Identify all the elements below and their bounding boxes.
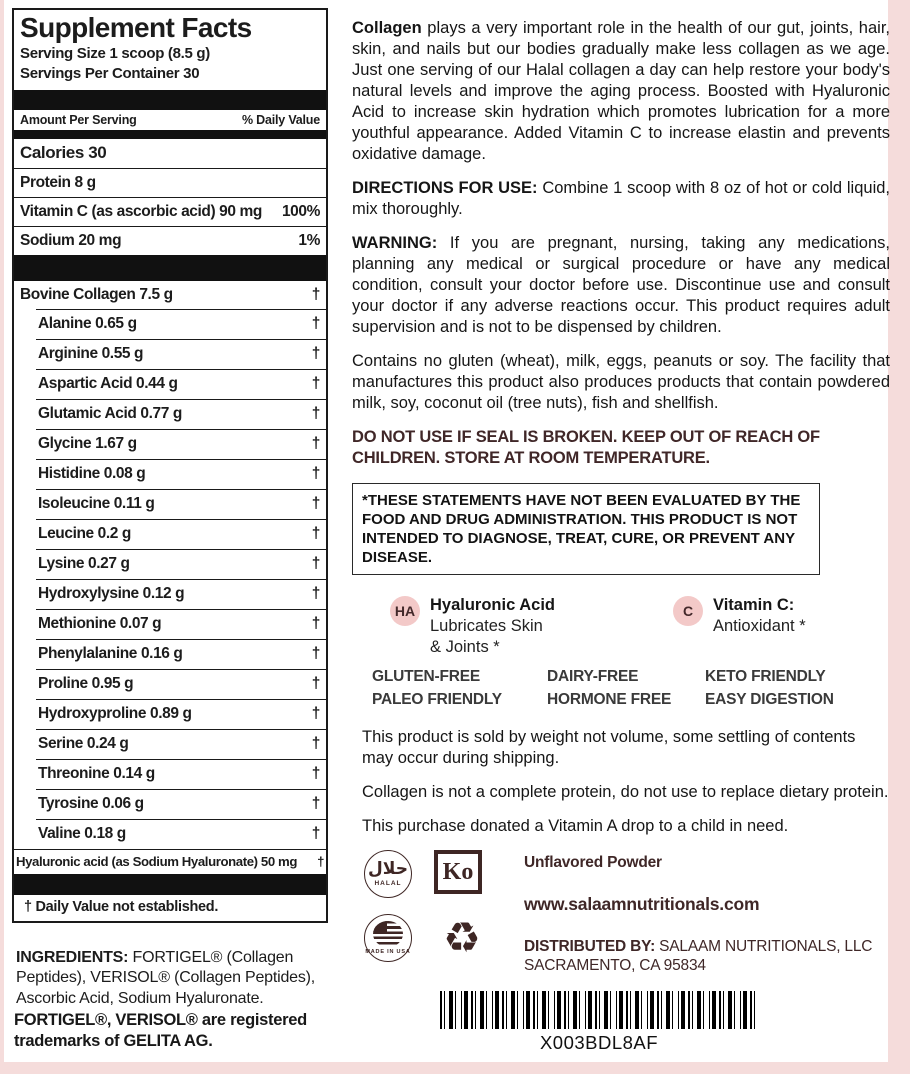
badge-text: [430, 595, 555, 658]
amino-label: Glycine 1.67 g: [38, 435, 137, 453]
distributor-label: DISTRIBUTED BY:: [524, 938, 656, 955]
usa-flag-icon: [373, 921, 403, 947]
warning-label: WARNING:: [352, 234, 438, 252]
dagger: †: [311, 555, 320, 573]
feature-claim: PALEO FRIENDLY: [372, 691, 502, 708]
fda-disclaimer-box: *THESE STATEMENTS HAVE NOT BEEN EVALUATED BY THE FOOD AND DRUG ADMINISTRATION. THIS PRODUCT IS NOT INTENDED TO DIAGNOSE, TREAT, CURE, OR PREVENT ANY DISEASE.: [352, 483, 820, 575]
serving-size: Serving Size 1 scoop (8.5 g): [20, 45, 210, 63]
amino-label: Isoleucine 0.11 g: [38, 495, 155, 513]
label-sheet: [4, 0, 888, 1062]
amino-row: [36, 669, 326, 699]
made-in-usa-icon: [364, 914, 412, 962]
nutrient-label: Vitamin C (as ascorbic acid) 90 mg: [20, 202, 262, 220]
amino-row: [36, 819, 326, 849]
ingredient-badges: [390, 595, 890, 658]
nutrient-label: Protein 8 g: [20, 173, 96, 191]
ha-badge-icon: HA: [390, 596, 420, 626]
badge-subtitle: & Joints *: [430, 638, 500, 656]
directions-label: DIRECTIONS FOR USE:: [352, 179, 538, 197]
divider-bar-thick: [14, 874, 326, 895]
halal-icon: [364, 850, 412, 898]
calories-row: [14, 139, 326, 168]
dagger: †: [311, 675, 320, 693]
feature-claim: DAIRY-FREE: [547, 668, 639, 685]
recycle-icon: ♻: [443, 913, 481, 962]
dagger: †: [311, 735, 320, 753]
amino-row: [36, 339, 326, 369]
amino-label: Proline 0.95 g: [38, 675, 134, 693]
amino-row: [36, 399, 326, 429]
amino-label: Serine 0.24 g: [38, 735, 129, 753]
amino-row: [36, 369, 326, 399]
amino-label: Aspartic Acid 0.44 g: [38, 375, 178, 393]
ingredients-paragraph: [16, 948, 350, 1009]
amino-row: [36, 519, 326, 549]
amino-label: Glutamic Acid 0.77 g: [38, 405, 182, 423]
dagger: †: [311, 345, 320, 363]
feature-claim: HORMONE FREE: [547, 691, 672, 708]
badge-hyaluronic-acid: [390, 595, 555, 658]
barcode: [440, 991, 758, 1029]
calories-label: Calories 30: [20, 143, 107, 163]
amino-row: [36, 309, 326, 339]
dagger: †: [311, 645, 320, 663]
facts-footnote: † Daily Value not established.: [24, 898, 219, 915]
barcode-block: [440, 991, 758, 1054]
badge-title: Vitamin C:: [713, 596, 795, 614]
feature-claim: GLUTEN-FREE: [372, 668, 481, 685]
kosher-icon: Ko: [434, 850, 482, 894]
nutrient-dv: 100%: [281, 202, 320, 220]
warning-text: If you are pregnant, nursing, taking any medications, planning any medical or surgical procedure or have any medical condition, consult your doctor before use. Discontinue use and consult your doctor if any adverse reactions occur. This product requires adult supervision and is not to be dispensed by children.: [352, 234, 890, 336]
amino-row: [36, 489, 326, 519]
product-form: Unflavored Powder: [524, 854, 662, 871]
nutrient-row: [14, 226, 326, 255]
marketing-column: [352, 18, 890, 1054]
ingredients-text: FORTIGEL® (Collagen Peptides), VERISOL® (Collagen Peptides), Ascorbic Acid, Sodium Hyaluronate.: [16, 949, 316, 1007]
dagger: †: [311, 375, 320, 393]
dagger: †: [311, 315, 320, 333]
directions-text: Combine 1 scoop with 8 oz of hot or cold liquid, mix thoroughly.: [352, 179, 890, 218]
certification-logos: [364, 850, 490, 975]
amino-row: [36, 459, 326, 489]
badge-title: Hyaluronic Acid: [430, 596, 555, 614]
dagger: †: [311, 435, 320, 453]
amino-label: Methionine 0.07 g: [38, 615, 162, 633]
ingredients-label: INGREDIENTS:: [16, 949, 129, 966]
intro-text: plays a very important role in the health of our gut, joints, hair, skin, and nails but our bodies gradually make less collagen as we age. Just one serving of our Halal collagen a day can help restore your body's natural levels and improve the aging process. Boosted with Hyaluronic Acid to increase skin hydration which promotes lubrication for a more youthful appearance. Added Vitamin C to increase elastin and prevents oxidative damage.: [352, 19, 890, 163]
nutrient-row: [14, 197, 326, 226]
divider-bar-medium: [14, 130, 326, 139]
dagger: †: [311, 585, 320, 603]
daily-value-header: % Daily Value: [242, 112, 320, 127]
amino-label: Histidine 0.08 g: [38, 465, 146, 483]
amino-label: Phenylalanine 0.16 g: [38, 645, 183, 663]
barcode-value: X003BDL8AF: [539, 1032, 659, 1053]
supplement-facts-panel: [12, 8, 328, 923]
halal-caption: HALAL: [374, 880, 402, 887]
badge-vitamin-c: [673, 595, 806, 658]
amino-row: [36, 789, 326, 819]
distributor-info: [524, 937, 896, 975]
website-url: www.salaamnutritionals.com: [524, 894, 760, 914]
badge-subtitle: Antioxidant *: [713, 617, 806, 635]
nutrient-dv: 1%: [298, 231, 320, 249]
servings-per-container: Servings Per Container 30: [20, 65, 200, 83]
amino-row: [36, 729, 326, 759]
amino-label: Hydroxyproline 0.89 g: [38, 705, 192, 723]
c-badge-icon: C: [673, 596, 703, 626]
feature-claim: KETO FRIENDLY: [705, 668, 826, 685]
badge-subtitle: Lubricates Skin: [430, 617, 543, 635]
seal-warning: DO NOT USE IF SEAL IS BROKEN. KEEP OUT OF REACH OF CHILDREN. STORE AT ROOM TEMPERATURE.: [352, 428, 820, 467]
nutrient-label: Sodium 20 mg: [20, 231, 122, 249]
protein-note: Collagen is not a complete protein, do not use to replace dietary protein.: [362, 783, 889, 801]
allergen-paragraph: Contains no gluten (wheat), milk, eggs, peanuts or soy. The facility that manufactures this product also produces products that contain powdered milk, soy, coconut oil (tree nuts), fish and shellfish.: [352, 352, 890, 412]
donation-note: This purchase donated a Vitamin A drop to a child in need.: [362, 817, 789, 835]
dagger: †: [311, 465, 320, 483]
amino-label: Threonine 0.14 g: [38, 765, 155, 783]
usa-caption: MADE IN USA: [365, 949, 411, 955]
amino-label: Leucine 0.2 g: [38, 525, 131, 543]
amount-per-serving-header: Amount Per Serving: [20, 112, 137, 127]
amino-row: [36, 549, 326, 579]
dagger: †: [317, 854, 324, 870]
dagger: †: [311, 285, 320, 303]
facts-header-row: [14, 110, 326, 130]
collagen-row: [14, 281, 326, 309]
amino-row: [36, 579, 326, 609]
divider-bar-thick: [14, 90, 326, 110]
feature-claims-grid: [372, 668, 890, 709]
settling-note: This product is sold by weight not volume, some settling of contents may occur during shipping.: [362, 728, 856, 767]
halal-arabic-text: حلال: [368, 859, 408, 879]
amino-row: [36, 759, 326, 789]
dagger: †: [311, 405, 320, 423]
dagger: †: [311, 825, 320, 843]
directions-paragraph: [352, 178, 890, 220]
amino-label: Tyrosine 0.06 g: [38, 795, 144, 813]
amino-label: Lysine 0.27 g: [38, 555, 130, 573]
amino-label: Valine 0.18 g: [38, 825, 126, 843]
hyaluronic-row: [14, 849, 326, 874]
dagger: †: [311, 615, 320, 633]
dagger: †: [311, 765, 320, 783]
dagger: †: [311, 795, 320, 813]
certification-and-contact: [364, 850, 890, 975]
amino-label: Alanine 0.65 g: [38, 315, 137, 333]
amino-label: Arginine 0.55 g: [38, 345, 144, 363]
usa-flag-canton: [373, 921, 387, 932]
dagger: †: [311, 495, 320, 513]
intro-lead: Collagen: [352, 19, 422, 37]
dagger: †: [311, 705, 320, 723]
facts-title: Supplement Facts: [20, 12, 252, 43]
nutrient-row: [14, 168, 326, 197]
nutrient-label: Hyaluronic acid (as Sodium Hyaluronate) 50 mg: [16, 854, 297, 870]
amino-label: Hydroxylysine 0.12 g: [38, 585, 185, 603]
divider-bar-thick: [14, 255, 326, 281]
trademark-note: FORTIGEL®, VERISOL® are registered trademarks of GELITA AG.: [14, 1011, 307, 1050]
amino-row: [36, 699, 326, 729]
amino-row: [36, 429, 326, 459]
intro-paragraph: [352, 18, 890, 165]
distributor-text: SALAAM NUTRITIONALS, LLC SACRAMENTO, CA 95834: [524, 938, 873, 974]
feature-claim: EASY DIGESTION: [705, 691, 834, 708]
nutrient-label: Bovine Collagen 7.5 g: [20, 285, 173, 303]
contact-block: [524, 850, 896, 975]
amino-row: [36, 609, 326, 639]
warning-paragraph: [352, 233, 890, 338]
amino-row: [36, 639, 326, 669]
dagger: †: [311, 525, 320, 543]
badge-text: [713, 595, 806, 637]
